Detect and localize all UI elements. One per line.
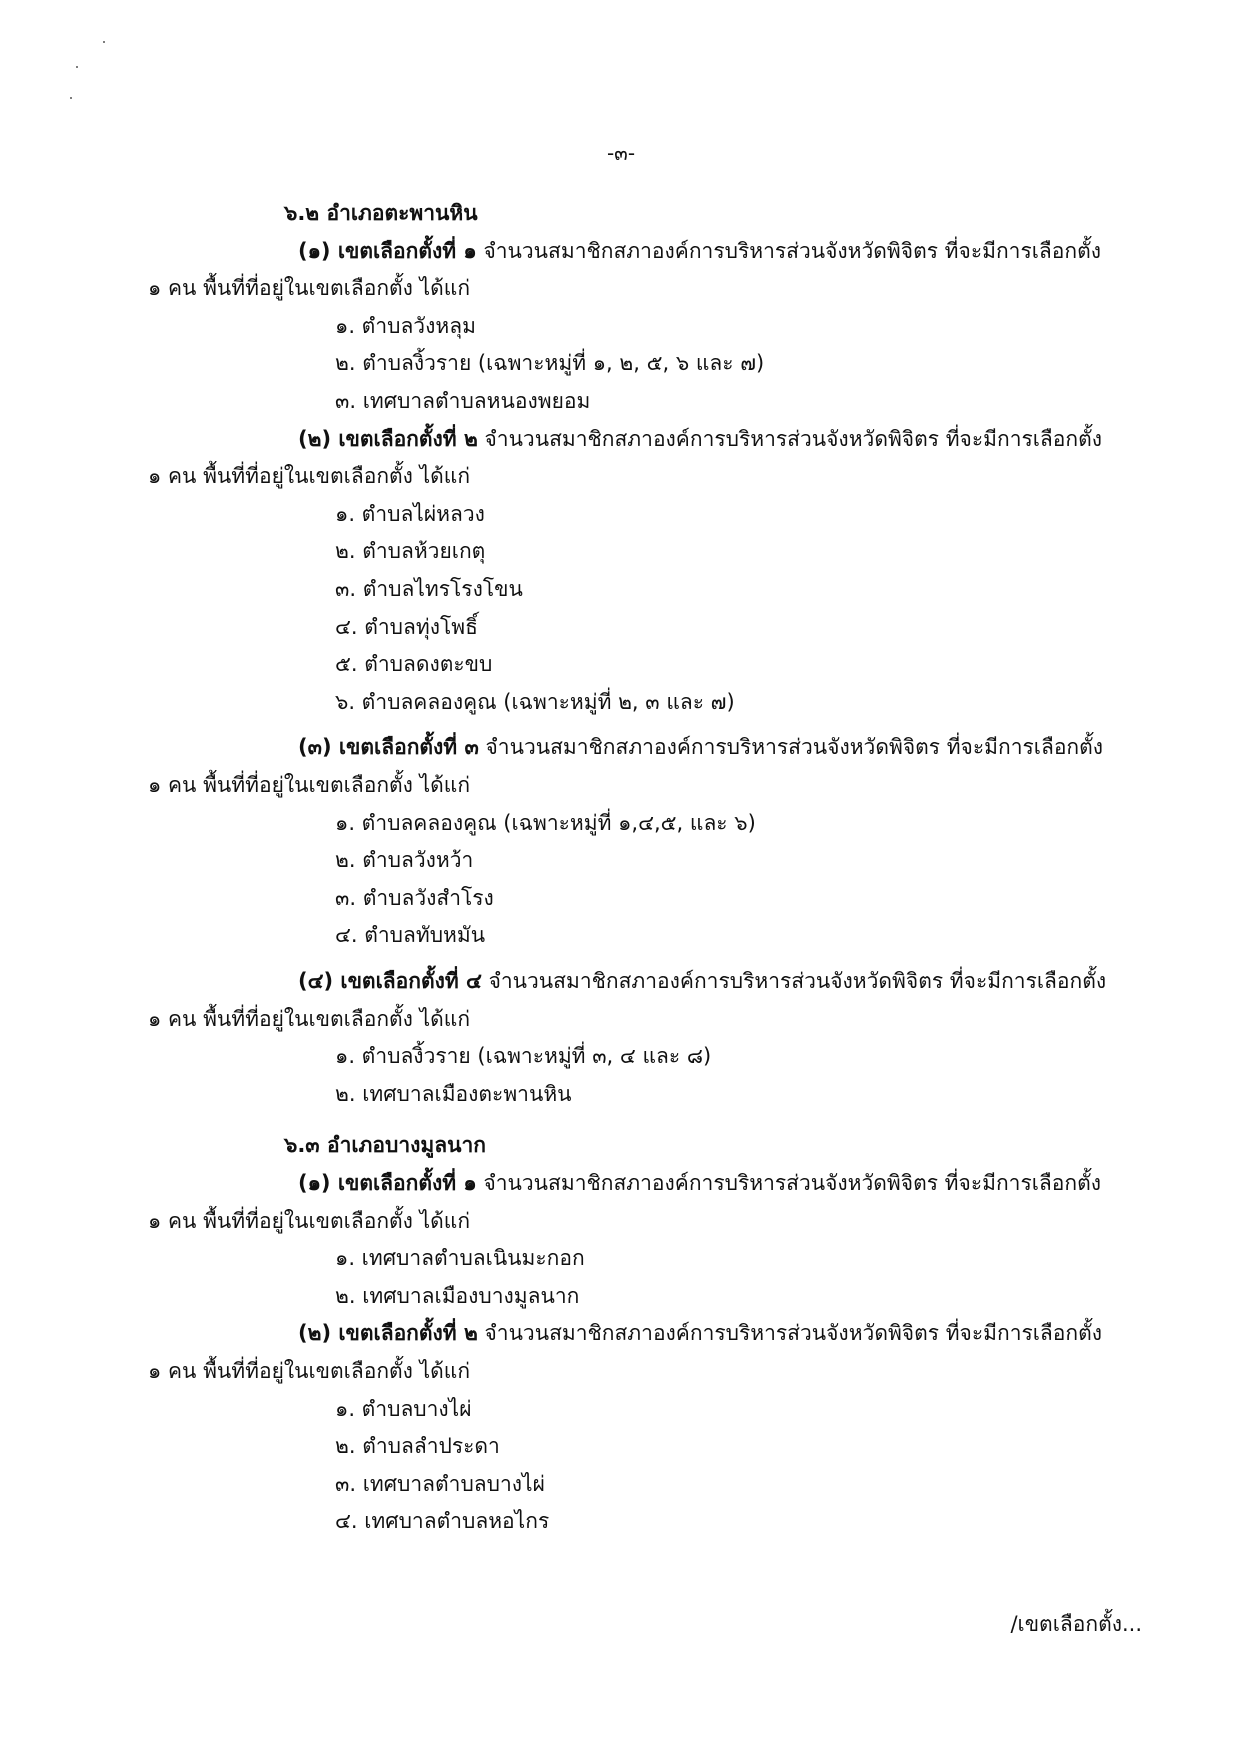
district-label: (๒) เขตเลือกตั้งที่ ๒	[298, 426, 478, 451]
district-description: จำนวนสมาชิกสภาองค์การบริหารส่วนจังหวัดพิจิตร ที่จะมีการเลือกตั้ง	[478, 735, 1104, 760]
district-description: จำนวนสมาชิกสภาองค์การบริหารส่วนจังหวัดพิจิตร ที่จะมีการเลือกตั้ง	[477, 1321, 1103, 1346]
area-list-item: ๓. ตำบลวังสำโรง	[335, 885, 494, 910]
district-description: จำนวนสมาชิกสภาองค์การบริหารส่วนจังหวัดพิจิตร ที่จะมีการเลือกตั้ง	[476, 1171, 1101, 1195]
district-description: จำนวนสมาชิกสภาองค์การบริหารส่วนจังหวัดพิจิตร ที่จะมีการเลือกตั้ง	[481, 969, 1107, 993]
district-label: (๔) เขตเลือกตั้งที่ ๔	[298, 969, 482, 993]
area-list-item: ๔. ตำบลทุ่งโพธิ์	[335, 614, 478, 639]
area-list-item: ๑. ตำบลบางไผ่	[335, 1396, 472, 1421]
area-list-item: ๑. ตำบลไผ่หลวง	[335, 501, 485, 526]
district-continuation: ๑ คน พื้นที่ที่อยู่ในเขตเลือกตั้ง ได้แก่	[148, 773, 471, 797]
district-continuation: ๑ คน พื้นที่ที่อยู่ในเขตเลือกตั้ง ได้แก่	[148, 464, 471, 489]
area-list-item: ๒. เทศบาลเมืองบางมูลนาก	[335, 1283, 580, 1308]
area-list-item: ๔. ตำบลทับหมัน	[335, 923, 486, 948]
area-list-item: ๔. เทศบาลตำบลหอไกร	[335, 1509, 550, 1534]
district-description: จำนวนสมาชิกสภาองค์การบริหารส่วนจังหวัดพิจิตร ที่จะมีการเลือกตั้ง	[476, 238, 1101, 263]
district-heading	[298, 732, 1103, 762]
area-list-item: ๕. ตำบลดงตะขบ	[335, 652, 493, 677]
area-list-item: ๓. เทศบาลตำบลหนองพยอม	[335, 389, 591, 413]
district-continuation: ๑ คน พื้นที่ที่อยู่ในเขตเลือกตั้ง ได้แก่	[148, 1006, 471, 1031]
area-list-item: ๒. ตำบลงิ้วราย (เฉพาะหมู่ที่ ๑, ๒, ๕, ๖ และ ๗)	[335, 351, 765, 376]
scan-speck	[76, 66, 78, 68]
area-list-item: ๒. เทศบาลเมืองตะพานหิน	[335, 1081, 572, 1106]
page-number: -๓-	[606, 141, 636, 165]
area-list-item: ๑. ตำบลคลองคูณ (เฉพาะหมู่ที่ ๑,๔,๕, และ ๖)	[335, 810, 756, 835]
district-label: (๒) เขตเลือกตั้งที่ ๒	[298, 1321, 478, 1346]
area-list-item: ๒. ตำบลห้วยเกตุ	[335, 539, 486, 564]
district-description: จำนวนสมาชิกสภาองค์การบริหารส่วนจังหวัดพิจิตร ที่จะมีการเลือกตั้ง	[477, 426, 1103, 451]
scan-speck	[70, 97, 72, 99]
section-title: ๖.๒ อำเภอตะพานหิน	[284, 201, 478, 225]
district-continuation: ๑ คน พื้นที่ที่อยู่ในเขตเลือกตั้ง ได้แก่	[148, 1208, 471, 1233]
district-heading	[298, 1318, 1102, 1348]
district-heading	[298, 1168, 1101, 1198]
district-label: (๓) เขตเลือกตั้งที่ ๓	[298, 735, 479, 760]
area-list-item: ๒. ตำบลลำประดา	[335, 1434, 500, 1459]
area-list-item: ๖. ตำบลคลองคูณ (เฉพาะหมู่ที่ ๒, ๓ และ ๗)	[335, 689, 735, 714]
district-label: (๑) เขตเลือกตั้งที่ ๑	[298, 238, 477, 263]
area-list-item: ๑. ตำบลวังหลุม	[335, 313, 476, 338]
scan-speck	[103, 41, 105, 43]
district-continuation: ๑ คน พื้นที่ที่อยู่ในเขตเลือกตั้ง ได้แก่	[148, 1359, 471, 1383]
district-label: (๑) เขตเลือกตั้งที่ ๑	[298, 1171, 477, 1195]
section-title: ๖.๓ อำเภอบางมูลนาก	[284, 1133, 486, 1158]
district-continuation: ๑ คน พื้นที่ที่อยู่ในเขตเลือกตั้ง ได้แก่	[148, 276, 471, 301]
area-list-item: ๓. ตำบลไทรโรงโขน	[335, 577, 523, 601]
continuation-note: /เขตเลือกตั้ง...	[1010, 1612, 1142, 1636]
district-heading	[298, 966, 1106, 996]
area-list-item: ๒. ตำบลวังหว้า	[335, 848, 474, 873]
area-list-item: ๓. เทศบาลตำบลบางไผ่	[335, 1471, 545, 1496]
district-heading	[298, 236, 1101, 266]
area-list-item: ๑. ตำบลงิ้วราย (เฉพาะหมู่ที่ ๓, ๔ และ ๘)	[335, 1044, 712, 1069]
district-heading	[298, 424, 1102, 454]
area-list-item: ๑. เทศบาลตำบลเนินมะกอก	[335, 1246, 585, 1271]
